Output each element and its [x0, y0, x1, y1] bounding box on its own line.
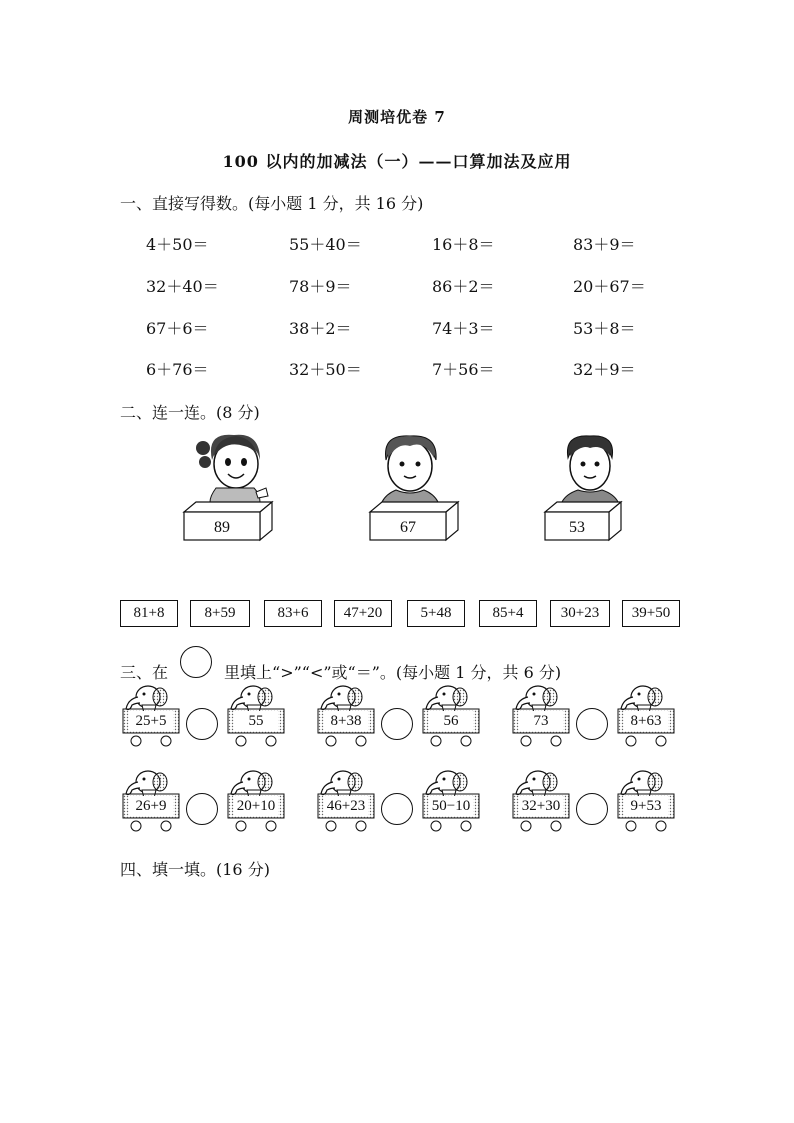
- problem-item: 7＋56＝: [432, 360, 495, 379]
- expression-box[interactable]: 81+8: [120, 600, 178, 627]
- comparison-circle[interactable]: [576, 708, 608, 740]
- comparison-circle[interactable]: [576, 793, 608, 825]
- expression-box[interactable]: 83+6: [264, 600, 322, 627]
- cart-expression: 26+9: [135, 798, 167, 814]
- cart-expression: 9+53: [630, 798, 662, 814]
- problem-item: 38＋2＝: [289, 319, 352, 338]
- problem-item: 83＋9＝: [573, 235, 636, 254]
- comparison-circle[interactable]: [381, 708, 413, 740]
- page-subtitle: 100 以内的加减法（一）——口算加法及应用: [222, 152, 572, 171]
- problem-item: 20＋67＝: [573, 277, 646, 296]
- boy-icon: [382, 436, 438, 502]
- cart-expression: 56: [443, 713, 459, 729]
- box-value: 53: [569, 519, 585, 536]
- cart-expression: 73: [533, 713, 549, 729]
- problem-item: 74＋3＝: [432, 319, 495, 338]
- expression-box[interactable]: 30+23: [550, 600, 610, 627]
- cart-expression: 46+23: [326, 798, 366, 814]
- section1-heading: 一、直接写得数。(每小题 1 分，共 16 分): [120, 194, 424, 213]
- section3-heading-post: 里填上“>”“<”或“＝”。(每小题 1 分，共 6 分): [224, 663, 562, 682]
- page-title: 周测培优卷 7: [348, 108, 446, 126]
- problem-item: 86＋2＝: [432, 277, 495, 296]
- problem-item: 4＋50＝: [146, 235, 209, 254]
- cart-expression: 50−10: [431, 798, 471, 814]
- section4-heading: 四、填一填。(16 分): [120, 860, 270, 879]
- problem-item: 16＋8＝: [432, 235, 495, 254]
- expression-box[interactable]: 5+48: [407, 600, 465, 627]
- problem-item: 32＋9＝: [573, 360, 636, 379]
- cart-expression: 55: [248, 713, 264, 729]
- problem-item: 32＋40＝: [146, 277, 219, 296]
- cart-expression: 32+30: [521, 798, 561, 814]
- section2-heading: 二、连一连。(8 分): [120, 403, 260, 422]
- comparison-circle[interactable]: [186, 708, 218, 740]
- problem-item: 6＋76＝: [146, 360, 209, 379]
- problem-item: 55＋40＝: [289, 235, 362, 254]
- cart-expression: 25+5: [135, 713, 167, 729]
- cart-expression: 8+38: [330, 713, 362, 729]
- problem-item: 32＋50＝: [289, 360, 362, 379]
- expression-box[interactable]: 85+4: [479, 600, 537, 627]
- problem-item: 53＋8＝: [573, 319, 636, 338]
- problem-item: 67＋6＝: [146, 319, 209, 338]
- cart-expression: 8+63: [630, 713, 662, 729]
- girl-icon: [196, 435, 268, 502]
- box-value: 89: [214, 519, 230, 536]
- problem-item: 78＋9＝: [289, 277, 352, 296]
- comparison-circle[interactable]: [381, 793, 413, 825]
- section3-heading-pre: 三、在: [120, 663, 169, 682]
- box-value: 67: [400, 519, 416, 536]
- boy-icon: [562, 436, 618, 502]
- expression-box[interactable]: 39+50: [622, 600, 680, 627]
- expression-box[interactable]: 8+59: [190, 600, 250, 627]
- cart-expression: 20+10: [236, 798, 276, 814]
- section3-heading: [120, 654, 561, 686]
- comparison-circle[interactable]: [186, 793, 218, 825]
- expression-box[interactable]: 47+20: [334, 600, 392, 627]
- circle-icon: [180, 646, 212, 678]
